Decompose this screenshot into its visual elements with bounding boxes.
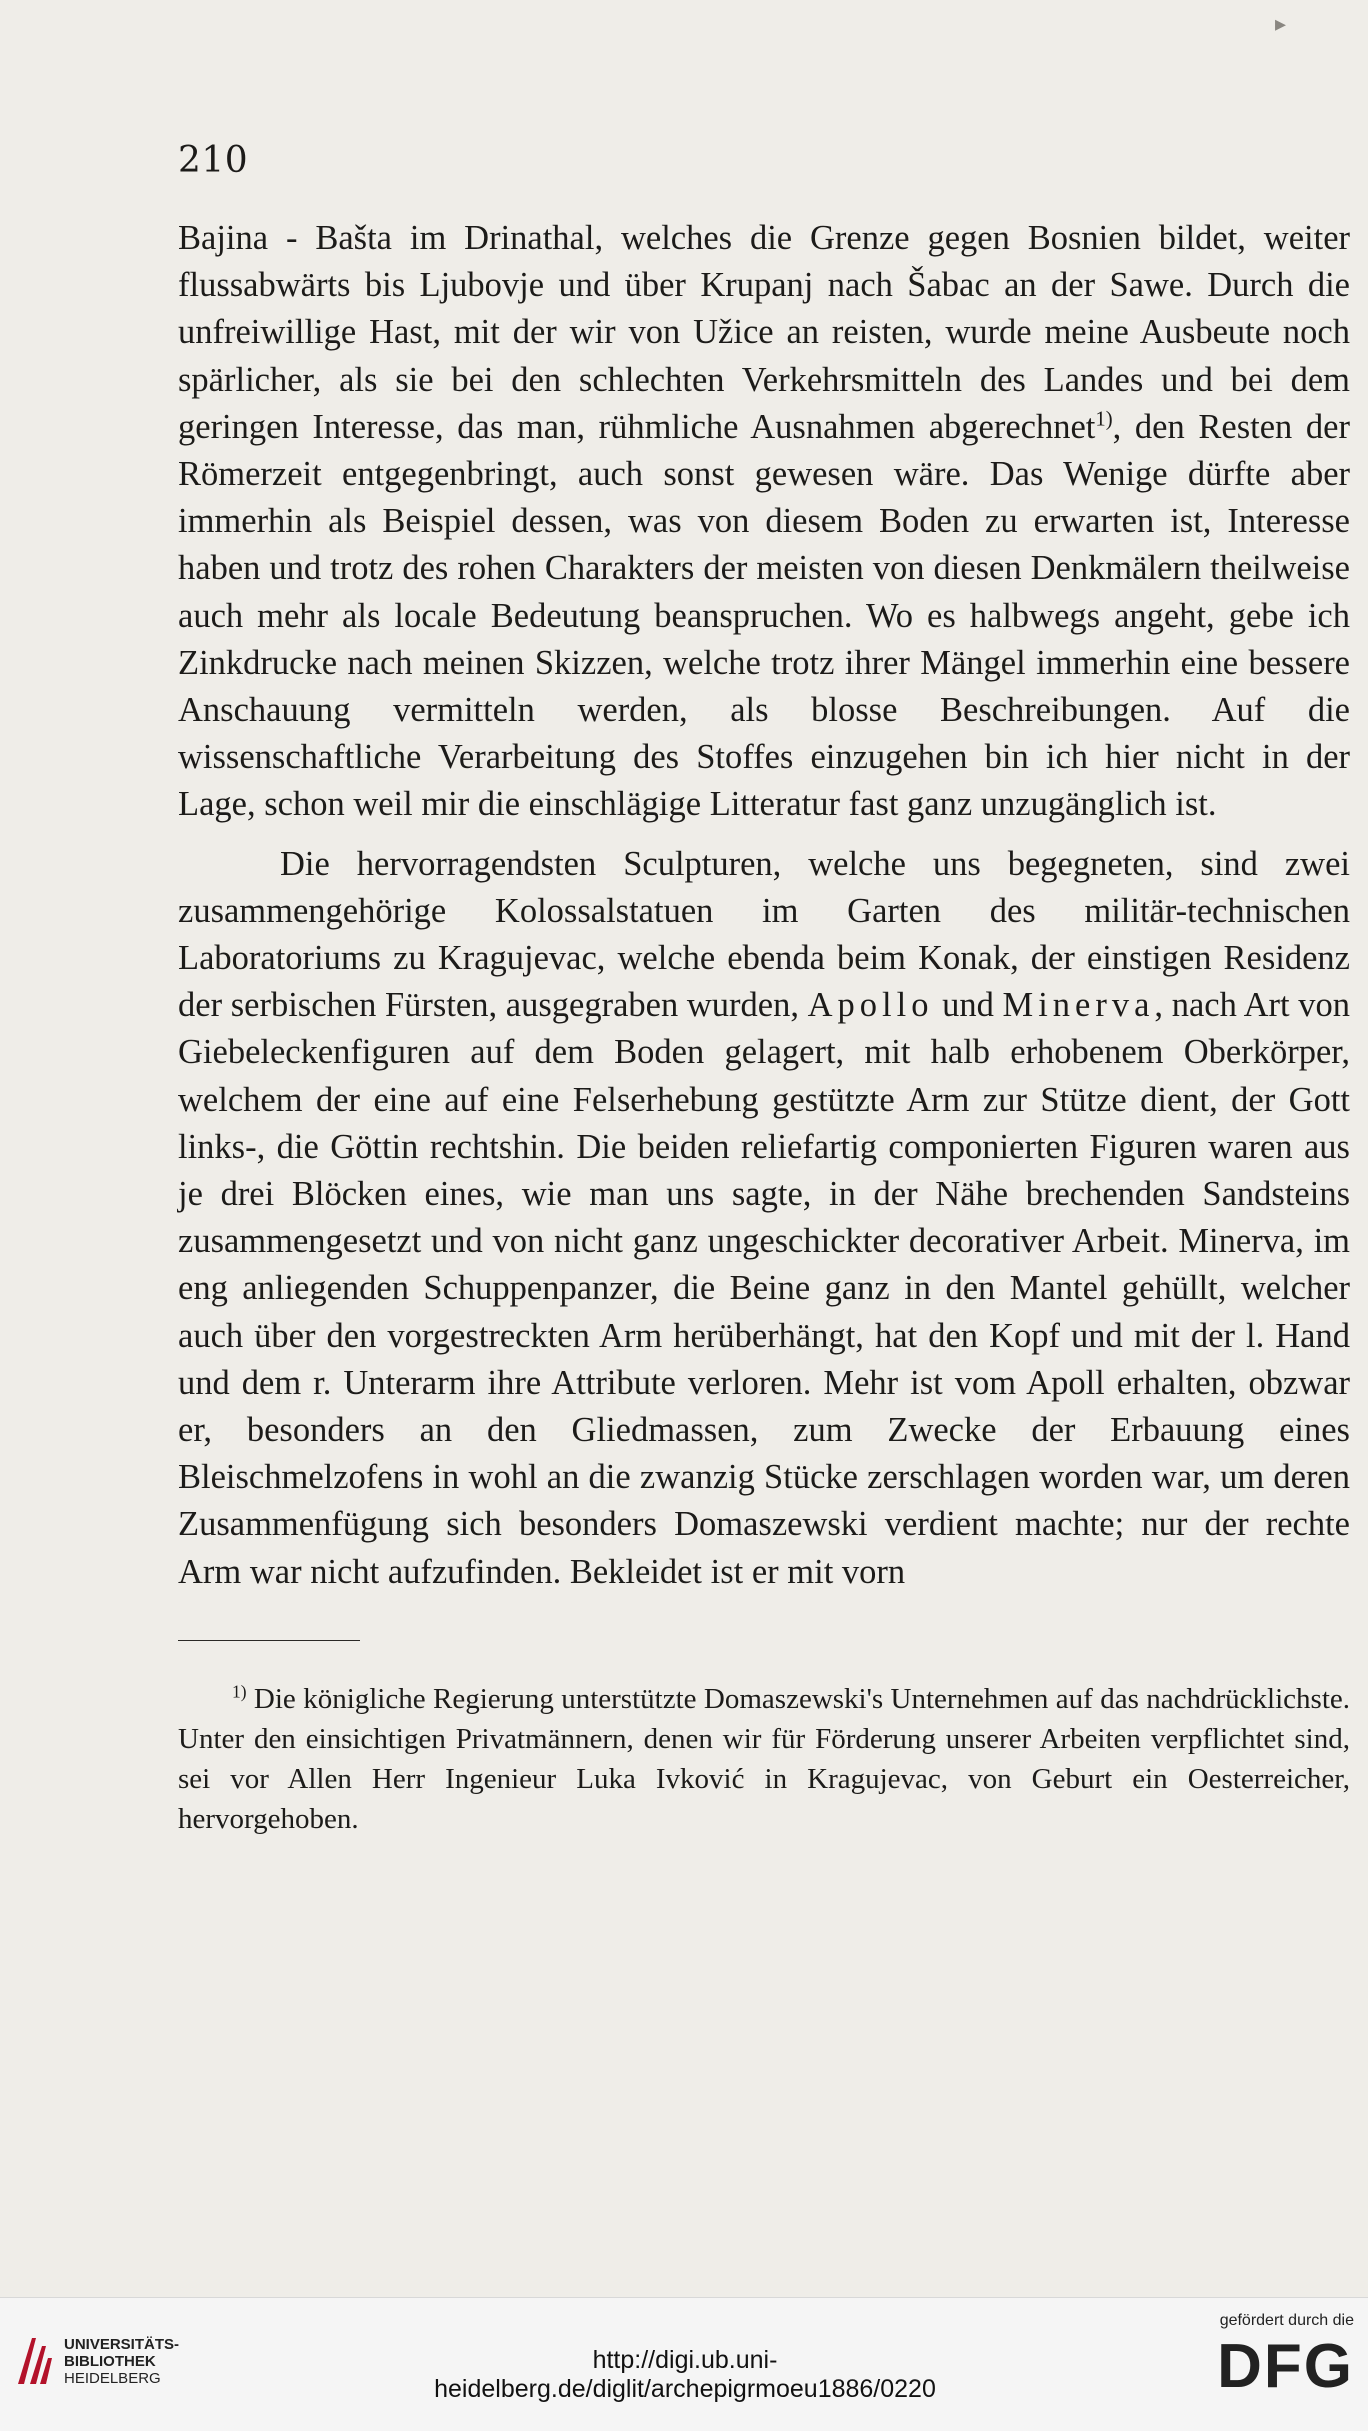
- footnote-paragraph: [178, 1679, 1350, 1839]
- text-run: und: [933, 986, 1003, 1025]
- footnote-marker: 1): [232, 1681, 247, 1702]
- text-run: , nach Art von Giebeleckenfiguren auf dem Boden gelagert, mit halb erhobenem Oberkörper, welchem der eine auf eine Felserhebung gestützte Arm zur Stütze dient, der Gott links-, die Göttin rechtshin. Die beiden reliefartig componierten Figuren waren aus je drei Blöcken eines, wie man uns sagte, in der Nähe brechenden Sandsteins zusammengesetzt und von nicht ganz ungeschickter decorativer Arbeit. Minerva, im eng anliegenden Schuppenpanzer, die Beine ganz in den Mantel gehüllt, welcher auch über den vorgestreckten Arm herüberhängt, hat den Kopf und mit der l. Hand und dem r. Unterarm ihre Attribute verloren. Mehr ist vom Apoll erhalten, obzwar er, besonders an den Gliedmassen, zum Zwecke der Erbauung eines Bleischmelzofens in wohl an die zwanzig Stücke zerschlagen worden war, um deren Zusammenfügung sich besonders Domaszewski verdient machte; nur der rechte Arm war nicht aufzufinden. Bekleidet ist er mit vorn: [178, 986, 1350, 1591]
- text-run: , den Resten der Römerzeit entgegenbringt, auch sonst gewesen wäre. Das Wenige dürfte aber immerhin als Beispiel dessen, was von diesem Boden zu erwarten ist, Interesse haben und trotz des rohen Charakters der meisten von diesen Denkmälern theilweise auch mehr als locale Bedeutung beanspruchen. Wo es halbwegs angeht, gebe ich Zinkdrucke nach meinen Skizzen, welche trotz ihrer Mängel immerhin eine bessere Anschauung vermitteln werden, als blosse Beschreibungen. Auf die wissenschaftliche Verarbeitung des Stoffes einzugehen bin ich hier nicht in der Lage, schon weil mir die einschlägige Litteratur fast ganz unzugänglich ist.: [178, 407, 1350, 824]
- text-run: Bajina - Bašta im Drinathal, welches die Grenze gegen Bosnien bildet, weiter flussabwärts bis Ljubovje und über Krupanj nach Šabac an der Sawe. Durch die unfreiwillige Hast, mit der wir von Užice an reisten, wurde meine Ausbeute noch spärlicher, als sie bei den schlechten Verkehrsmitteln des Landes und bei dem geringen Interesse, das man, rühmliche Ausnahmen abgerechnet: [178, 219, 1350, 446]
- library-line-3: HEIDELBERG: [64, 2369, 161, 2387]
- library-emblem-icon: [14, 2334, 54, 2388]
- digitization-footer: [0, 2297, 1368, 2431]
- body-text: [178, 215, 1350, 1596]
- emphasized-name: Apollo: [807, 986, 934, 1025]
- body-paragraph: [178, 841, 1350, 1596]
- sponsor-block[interactable]: [1204, 2312, 1354, 2401]
- footnote-rule: [178, 1640, 360, 1641]
- footnote-reference: 1): [1095, 408, 1113, 431]
- library-name: [64, 2336, 179, 2387]
- library-line-2: BIBLIOTHEK: [64, 2352, 156, 2370]
- sponsor-note: gefördert durch die: [1219, 2312, 1354, 2329]
- emphasized-name: Minerva: [1002, 986, 1155, 1025]
- library-line-1: UNIVERSITÄTS-: [64, 2335, 180, 2353]
- dfg-logo: DFG: [1217, 2332, 1354, 2401]
- library-logo[interactable]: [14, 2334, 179, 2388]
- body-paragraph: [178, 215, 1350, 829]
- footnote: [178, 1679, 1350, 1839]
- page-content: [178, 140, 1350, 1839]
- permalink-url[interactable]: http://digi.ub.uni-heidelberg.de/diglit/archepigrmoeu1886/0220: [434, 2346, 936, 2403]
- scan-corner-mark: ▸: [1275, 12, 1287, 37]
- page-number: 210: [178, 140, 249, 181]
- footnote-text: Die königliche Regierung unterstützte Domaszewski's Unternehmen auf das nachdrücklichste. Unter den einsichtigen Privatmännern, denen wir für Förderung unserer Arbeiten verpflichtet sind, sei vor Allen Herr Ingenieur Luka Ivković in Kragujevac, von Geburt ein Oesterreicher, hervorgehoben.: [178, 1682, 1350, 1835]
- text-run: Die hervorragendsten Sculpturen, welche uns begegneten, sind zwei zusammengehörige Kolossalstatuen im Garten des militär-technischen Laboratoriums zu Kragujevac, welche ebenda beim Konak, der einstigen Residenz der serbischen Fürsten, ausgegraben wurden,: [178, 844, 1350, 1025]
